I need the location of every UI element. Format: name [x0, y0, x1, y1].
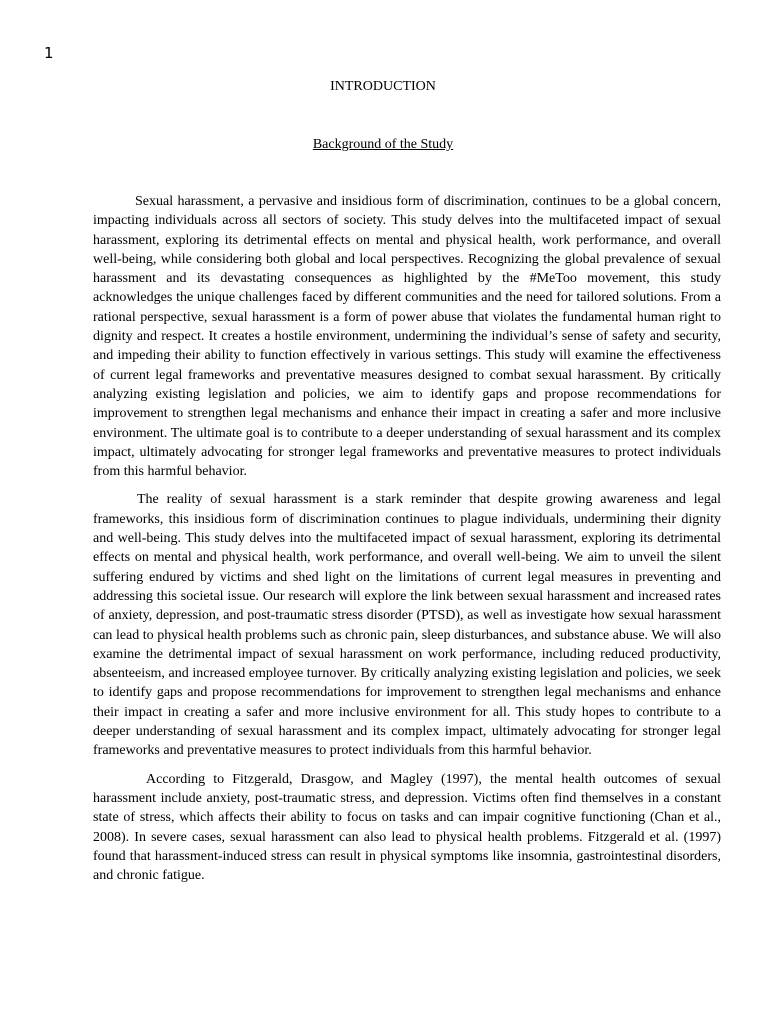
section-heading-container: [93, 136, 673, 154]
body-paragraph: The reality of sexual harassment is a stark reminder that despite growing awareness and legal frameworks, this insidious form of discrimination continues to plague individuals, undermining their dignity and well-being. This study delves into the multifaceted impact of sexual harassment, exploring its detrimental effects on mental and physical health, work performance, and overall well-being. We aim to unveil the silent suffering endured by victims and shed light on the limitations of current legal measures in preventing and addressing this societal issue. Our research will explore the link between sexual harassment and increased rates of anxiety, depression, and post-traumatic stress disorder (PTSD), as well as investigate how sexual harassment can lead to physical health problems such as chronic pain, sleep disturbances, and substance abuse. We will also examine the detrimental impact of sexual harassment on work performance, including reduced productivity, absenteeism, and increased employee turnover. By critically analyzing existing legislation and policies, we seek to identify gaps and propose recommendations for improvement to strengthen legal mechanisms and enhance their impact in creating a safer and more inclusive environment for all. This study hopes to contribute to a deeper understanding of sexual harassment and its complex impact, ultimately advocating for stronger legal frameworks and preventative measures to protect individuals from this harmful behavior.: [93, 492, 721, 759]
chapter-title: INTRODUCTION: [330, 79, 436, 94]
page-number: 1: [44, 44, 54, 62]
section-heading: Background of the Study: [312, 137, 454, 152]
body-text: [93, 192, 721, 885]
body-paragraph: According to Fitzgerald, Drasgow, and Magley (1997), the mental health outcomes of sexual harassment include anxiety, post-traumatic stress, and depression. Victims often find themselves in a constant state of stress, which affects their ability to focus on tasks and can impair cognitive functioning (Chan et al., 2008). In severe cases, sexual harassment can also lead to physical health problems. Fitzgerald et al. (1997) found that harassment-induced stress can result in physical symptoms like insomnia, gastrointestinal disorders, and chronic fatigue.: [93, 771, 721, 884]
body-paragraph: Sexual harassment, a pervasive and insidious form of discrimination, continues to be a global concern, impacting individuals across all sectors of society. This study delves into the multifaceted impact of sexual harassment, exploring its detrimental effects on mental and physical health, work performance, and overall well-being, while considering both global and local perspectives. Recognizing the global prevalence of sexual harassment and its devastating consequences as highlighted by the #MeToo movement, this study acknowledges the unique challenges faced by different communities and the need for tailored solutions. From a rational perspective, sexual harassment is a form of power abuse that violates the fundamental human right to dignity and respect. It creates a hostile environment, undermining the individual’s sense of safety and security, and impeding their ability to function effectively in various settings. This study will examine the effectiveness of current legal frameworks and preventative measures designed to combat sexual harassment. By critically analyzing existing legislation and policies, we aim to identify gaps and propose recommendations for improvement to strengthen legal mechanisms and enhance their impact in creating a safer and more inclusive environment. The ultimate goal is to contribute to a deeper understanding of sexual harassment and its complex impact, ultimately advocating for stronger legal frameworks and preventative measures to protect individuals from this harmful behavior.: [93, 194, 721, 480]
